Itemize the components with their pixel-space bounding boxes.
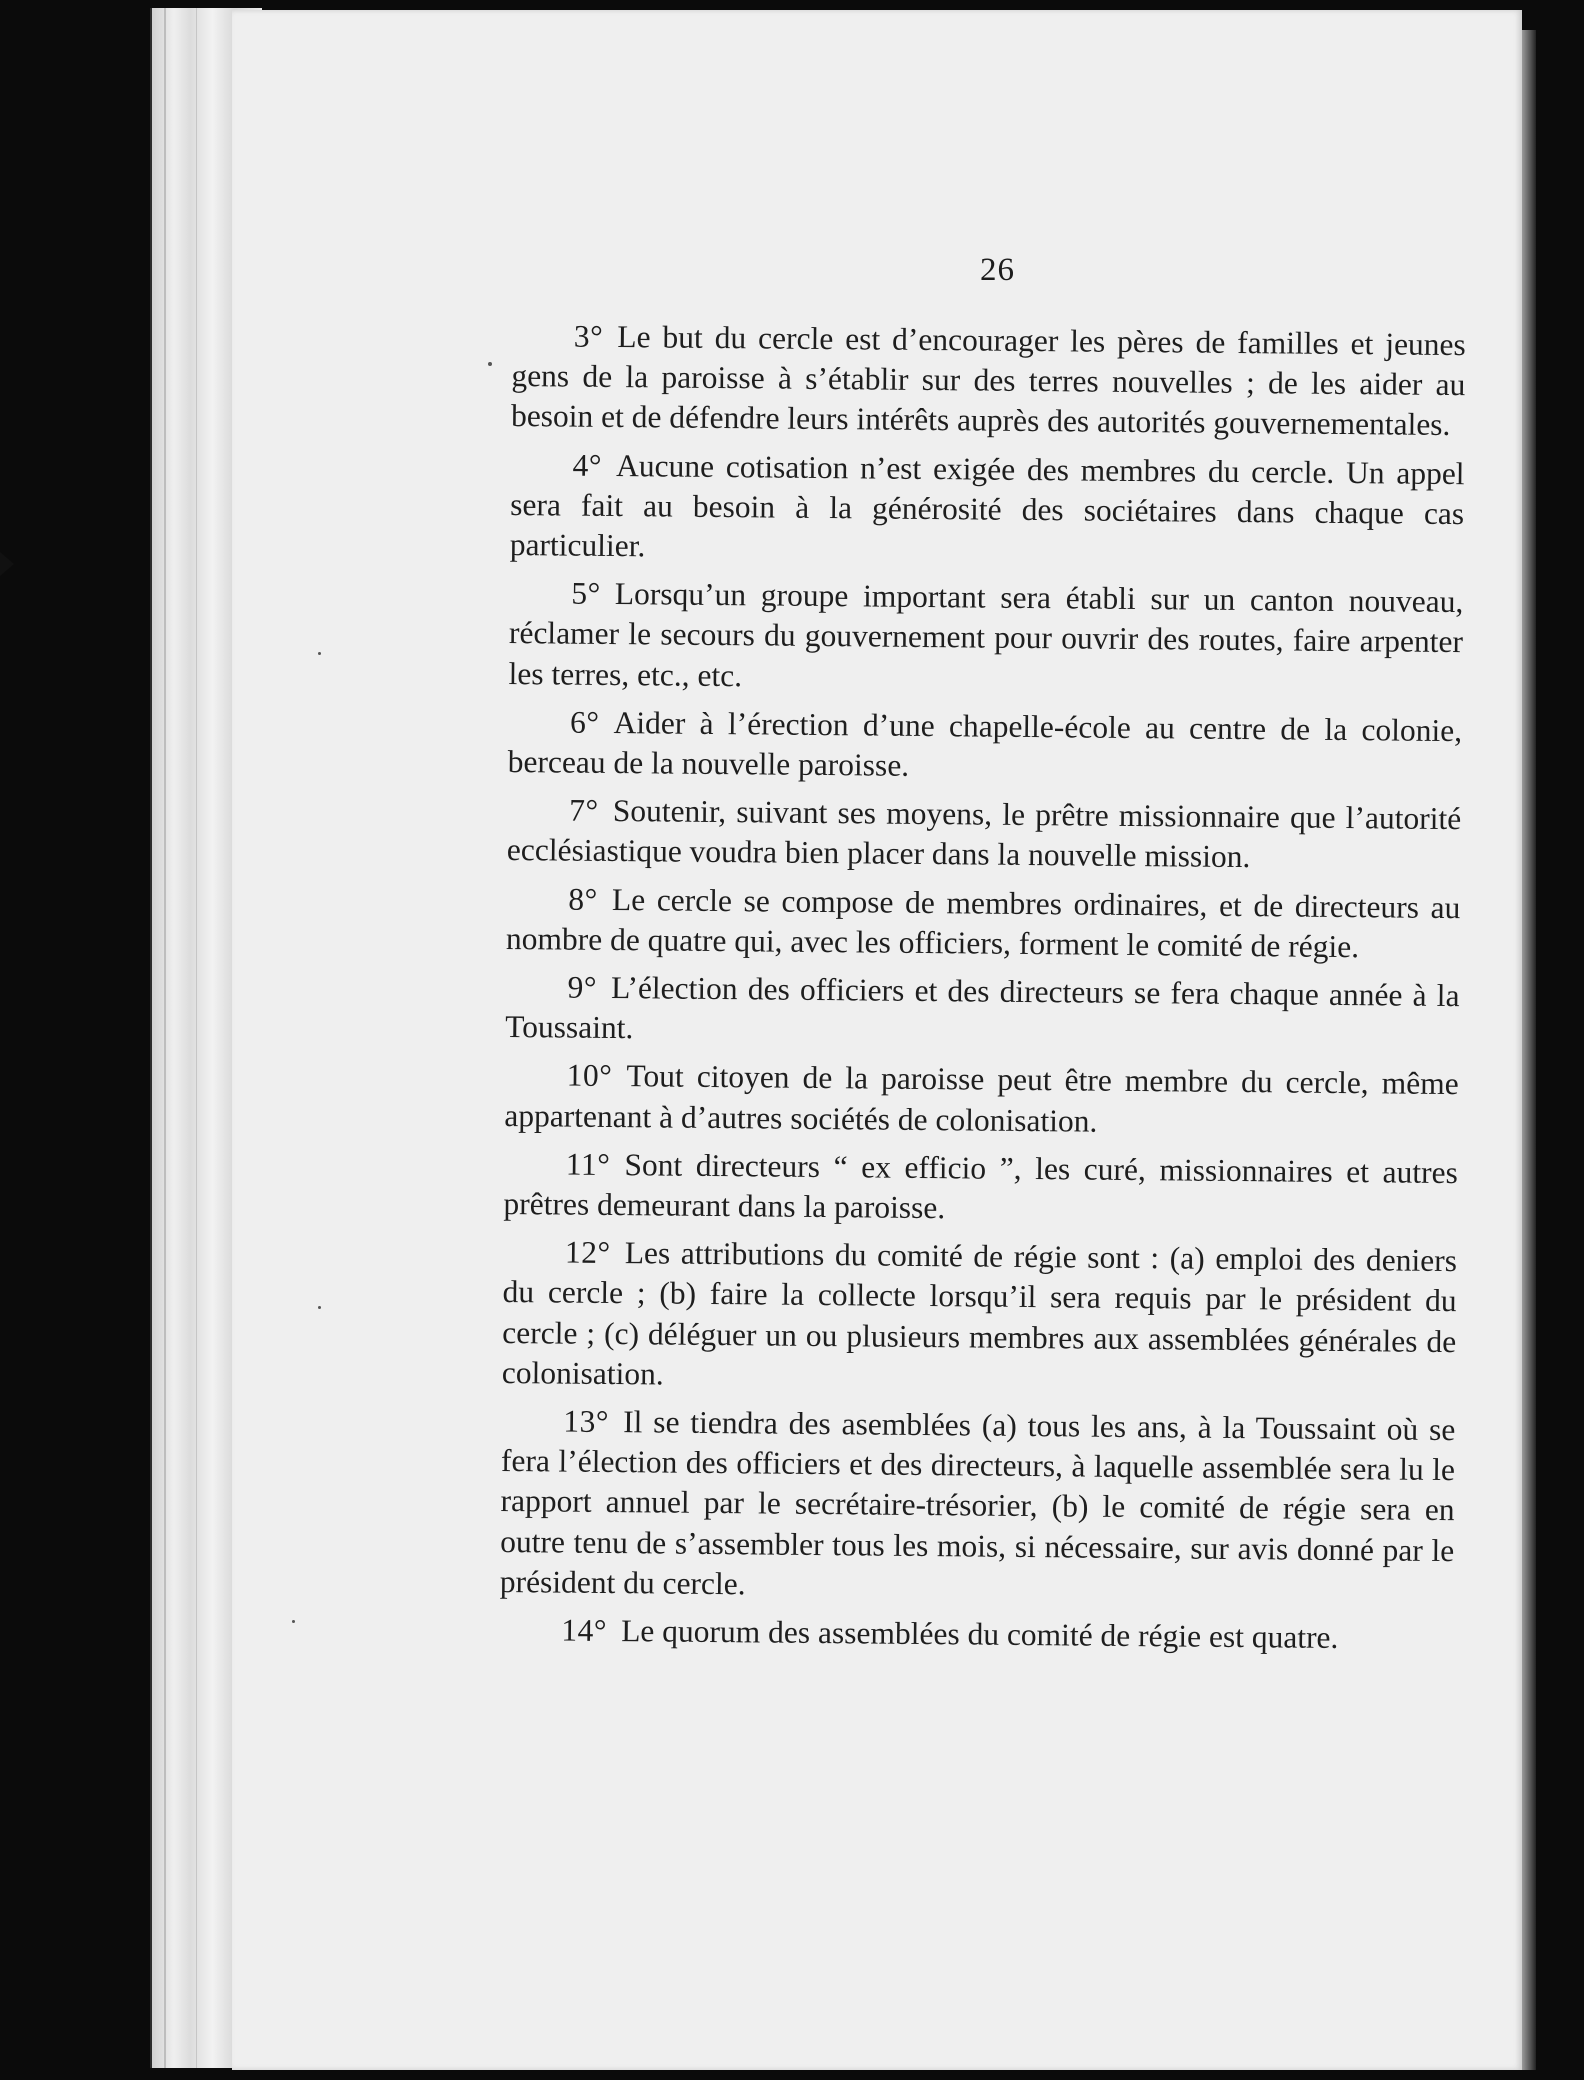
page-number: 26: [980, 252, 1015, 288]
article-number: 12°: [564, 1234, 611, 1271]
article-text: Soutenir, suivant ses moyens, le prêtre missionnaire que l’autorité ecclésiastique voudra bien placer dans la nouvelle mission.: [506, 793, 1462, 875]
article-text: Le but du cercle est d’encourager les pères de familles et jeunes gens de la paroisse à s’établir sur des terres nouvelles ; de les aider au besoin et de défendre leurs intérêts auprès des autorités gouvernementales.: [510, 319, 1466, 443]
article-number: 4°: [572, 447, 603, 483]
article-text: L’élection des officiers et des directeurs se fera chaque année à la Toussaint.: [505, 970, 1460, 1046]
article-text: Il se tiendra des asemblées (a) tous les ans, à la Toussaint où se fera l’élection des officiers et des directeurs, à laquelle assemblée sera lu le rapport annuel par le secrétaire-trésorier, (b) le comité de régie sera en outre tenu de s’assembler tous les mois, si nécessaire, sur avis donné par le président du cercle.: [499, 1404, 1456, 1602]
article-8: [506, 879, 1461, 969]
article-number: 9°: [567, 969, 598, 1005]
article-10: [504, 1055, 1459, 1145]
article-text: Tout citoyen de la paroisse peut être membre du cercle, même appartenant à d’autres sociétés de colonisation.: [504, 1058, 1459, 1139]
article-text: Sont directeurs “ ex efficio ”, les curé, missionnaires et autres prêtres demeurant dans la paroisse.: [503, 1146, 1458, 1226]
article-number: 14°: [561, 1612, 608, 1649]
article-9: [505, 967, 1460, 1057]
page-right-edge: [1522, 30, 1536, 2070]
speck: [292, 1620, 295, 1623]
article-7: [507, 790, 1462, 880]
article-number: 6°: [569, 704, 600, 740]
article-text: Lorsqu’un groupe important sera établi sur un canton nouveau, réclamer le secours du gouvernement pour ouvrir des routes, faire arpenter les terres, etc., etc.: [508, 576, 1464, 693]
article-text: Le cercle se compose de membres ordinaires, et de directeurs au nombre de quatre qui, avec les officiers, forment le comité de régie.: [505, 881, 1461, 965]
article-6: [508, 702, 1463, 792]
article-text: Aucune cotisation n’est exigée des membres du cercle. Un appel sera fait au besoin à la générosité des sociétaires dans chaque cas particulier.: [509, 447, 1465, 564]
article-text: Les attributions du comité de régie sont : (a) emploi des deniers du cercle ; (b) faire la collecte lorsqu’il sera requis par le président du cercle ; (c) déléguer un ou plusieurs membres aux assemblées générales de colonisation.: [501, 1235, 1458, 1392]
article-5: [508, 573, 1463, 703]
article-text: Aider à l’érection d’une chapelle-école au centre de la colonie, berceau de la nouvelle paroisse.: [507, 704, 1463, 783]
article-number: 5°: [571, 575, 601, 612]
article-13: [500, 1401, 1456, 1611]
body-text: [499, 316, 1466, 1667]
article-number: 11°: [565, 1146, 611, 1182]
left-margin-marker: [0, 552, 14, 576]
article-number: 7°: [569, 792, 599, 829]
article-number: 13°: [563, 1403, 610, 1440]
speck: [318, 1306, 321, 1309]
article-11: [503, 1144, 1458, 1234]
article-4: [510, 445, 1465, 575]
speck: [488, 362, 492, 366]
article-number: 10°: [566, 1058, 613, 1094]
speck: [318, 652, 321, 655]
article-12: [502, 1232, 1457, 1402]
article-14: [499, 1610, 1453, 1659]
article-text: Le quorum des assemblées du comité de régie est quatre.: [620, 1613, 1339, 1656]
article-number: 3°: [573, 318, 604, 354]
article-3: [511, 316, 1466, 446]
article-number: 8°: [568, 881, 598, 917]
